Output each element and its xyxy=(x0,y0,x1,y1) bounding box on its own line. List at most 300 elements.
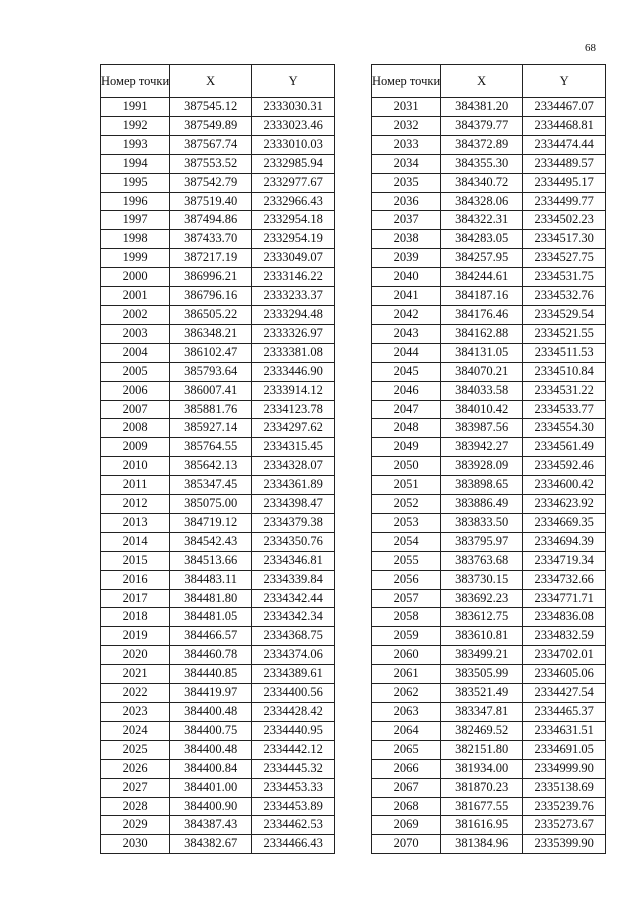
table-row xyxy=(101,835,335,854)
cell-x: 384131.05 xyxy=(441,343,523,362)
table-header-row xyxy=(101,65,335,98)
cell-y: 2334297.62 xyxy=(252,419,335,438)
cell-y: 2334532.76 xyxy=(523,287,606,306)
cell-y: 2335239.76 xyxy=(523,797,606,816)
cell-y: 2334517.30 xyxy=(523,230,606,249)
cell-x: 384513.66 xyxy=(170,551,252,570)
cell-y: 2332966.43 xyxy=(252,192,335,211)
table-row xyxy=(372,268,606,287)
cell-x: 383898.65 xyxy=(441,476,523,495)
cell-point-number: 2013 xyxy=(101,513,170,532)
cell-x: 386996.21 xyxy=(170,268,252,287)
cell-x: 384257.95 xyxy=(441,249,523,268)
cell-x: 383692.23 xyxy=(441,589,523,608)
cell-point-number: 1992 xyxy=(101,116,170,135)
cell-y: 2334389.61 xyxy=(252,665,335,684)
cell-point-number: 2050 xyxy=(372,457,441,476)
cell-point-number: 2022 xyxy=(101,684,170,703)
cell-y: 2335273.67 xyxy=(523,816,606,835)
table-row xyxy=(101,98,335,117)
cell-point-number: 2031 xyxy=(372,98,441,117)
cell-y: 2334123.78 xyxy=(252,400,335,419)
table-row xyxy=(372,305,606,324)
table-row xyxy=(372,192,606,211)
cell-x: 383987.56 xyxy=(441,419,523,438)
cell-x: 386348.21 xyxy=(170,324,252,343)
cell-point-number: 2001 xyxy=(101,287,170,306)
table-row xyxy=(101,116,335,135)
cell-y: 2334428.42 xyxy=(252,703,335,722)
column-header-point-number: Номер точки xyxy=(372,65,441,98)
table-row xyxy=(101,287,335,306)
table-row xyxy=(372,646,606,665)
cell-x: 384070.21 xyxy=(441,362,523,381)
cell-y: 2334453.89 xyxy=(252,797,335,816)
page-number: 68 xyxy=(585,42,596,54)
table-row xyxy=(372,173,606,192)
cell-x: 387433.70 xyxy=(170,230,252,249)
table-row xyxy=(372,608,606,627)
cell-point-number: 2025 xyxy=(101,740,170,759)
table-row xyxy=(372,362,606,381)
cell-y: 2334440.95 xyxy=(252,721,335,740)
cell-point-number: 2051 xyxy=(372,476,441,495)
cell-point-number: 2053 xyxy=(372,513,441,532)
cell-y: 2334489.57 xyxy=(523,154,606,173)
cell-y: 2334527.75 xyxy=(523,249,606,268)
cell-point-number: 2000 xyxy=(101,268,170,287)
cell-y: 2334691.05 xyxy=(523,740,606,759)
cell-y: 2333030.31 xyxy=(252,98,335,117)
cell-y: 2334719.34 xyxy=(523,551,606,570)
cell-y: 2334631.51 xyxy=(523,721,606,740)
cell-y: 2333023.46 xyxy=(252,116,335,135)
table-row xyxy=(372,589,606,608)
cell-x: 384400.75 xyxy=(170,721,252,740)
cell-y: 2333914.12 xyxy=(252,381,335,400)
table-row xyxy=(101,476,335,495)
cell-point-number: 2004 xyxy=(101,343,170,362)
table-row xyxy=(101,381,335,400)
cell-point-number: 2042 xyxy=(372,305,441,324)
cell-y: 2334467.07 xyxy=(523,98,606,117)
cell-y: 2333326.97 xyxy=(252,324,335,343)
cell-point-number: 2067 xyxy=(372,778,441,797)
table-row xyxy=(372,740,606,759)
cell-y: 2334374.06 xyxy=(252,646,335,665)
cell-point-number: 1997 xyxy=(101,211,170,230)
cell-point-number: 2021 xyxy=(101,665,170,684)
cell-point-number: 2035 xyxy=(372,173,441,192)
table-row xyxy=(101,192,335,211)
table-row xyxy=(372,98,606,117)
cell-y: 2334495.17 xyxy=(523,173,606,192)
table-row xyxy=(101,608,335,627)
cell-x: 383347.81 xyxy=(441,703,523,722)
table-row xyxy=(372,835,606,854)
table-row xyxy=(101,721,335,740)
table-row xyxy=(101,797,335,816)
cell-point-number: 2065 xyxy=(372,740,441,759)
cell-y: 2334561.49 xyxy=(523,438,606,457)
cell-x: 385347.45 xyxy=(170,476,252,495)
cell-y: 2334605.06 xyxy=(523,665,606,684)
cell-y: 2334342.44 xyxy=(252,589,335,608)
cell-x: 384328.06 xyxy=(441,192,523,211)
cell-point-number: 2037 xyxy=(372,211,441,230)
cell-point-number: 1995 xyxy=(101,173,170,192)
cell-x: 387217.19 xyxy=(170,249,252,268)
cell-y: 2334466.43 xyxy=(252,835,335,854)
cell-y: 2333146.22 xyxy=(252,268,335,287)
cell-x: 384379.77 xyxy=(441,116,523,135)
cell-x: 381934.00 xyxy=(441,759,523,778)
cell-x: 383499.21 xyxy=(441,646,523,665)
cell-y: 2333010.03 xyxy=(252,135,335,154)
cell-x: 383942.27 xyxy=(441,438,523,457)
table-row xyxy=(101,532,335,551)
table-row xyxy=(101,268,335,287)
cell-point-number: 2040 xyxy=(372,268,441,287)
cell-point-number: 2008 xyxy=(101,419,170,438)
cell-y: 2333233.37 xyxy=(252,287,335,306)
cell-x: 384719.12 xyxy=(170,513,252,532)
table-row xyxy=(101,778,335,797)
table-row xyxy=(372,513,606,532)
table-row xyxy=(372,211,606,230)
table-row xyxy=(372,135,606,154)
cell-y: 2334427.54 xyxy=(523,684,606,703)
cell-y: 2334533.77 xyxy=(523,400,606,419)
table-header-row xyxy=(372,65,606,98)
cell-y: 2333049.07 xyxy=(252,249,335,268)
cell-x: 384187.16 xyxy=(441,287,523,306)
cell-y: 2334836.08 xyxy=(523,608,606,627)
cell-point-number: 2045 xyxy=(372,362,441,381)
cell-point-number: 2052 xyxy=(372,495,441,514)
cell-point-number: 2062 xyxy=(372,684,441,703)
table-row xyxy=(372,249,606,268)
cell-y: 2334453.33 xyxy=(252,778,335,797)
cell-y: 2332954.18 xyxy=(252,211,335,230)
cell-x: 386505.22 xyxy=(170,305,252,324)
table-row xyxy=(101,740,335,759)
cell-x: 387549.89 xyxy=(170,116,252,135)
cell-x: 384400.90 xyxy=(170,797,252,816)
cell-point-number: 2047 xyxy=(372,400,441,419)
cell-point-number: 2019 xyxy=(101,627,170,646)
table-row xyxy=(101,249,335,268)
cell-y: 2334342.34 xyxy=(252,608,335,627)
cell-y: 2334339.84 xyxy=(252,570,335,589)
table-row xyxy=(101,457,335,476)
cell-point-number: 2026 xyxy=(101,759,170,778)
cell-x: 384483.11 xyxy=(170,570,252,589)
table-row xyxy=(372,154,606,173)
cell-y: 2334328.07 xyxy=(252,457,335,476)
cell-x: 386007.41 xyxy=(170,381,252,400)
cell-x: 384401.00 xyxy=(170,778,252,797)
cell-x: 385881.76 xyxy=(170,400,252,419)
table-row xyxy=(101,816,335,835)
table-row xyxy=(101,135,335,154)
cell-y: 2334368.75 xyxy=(252,627,335,646)
table-row xyxy=(372,759,606,778)
table-row xyxy=(101,400,335,419)
table-row xyxy=(372,116,606,135)
cell-x: 383886.49 xyxy=(441,495,523,514)
cell-point-number: 2038 xyxy=(372,230,441,249)
cell-point-number: 2055 xyxy=(372,551,441,570)
cell-point-number: 2024 xyxy=(101,721,170,740)
cell-x: 383730.15 xyxy=(441,570,523,589)
cell-x: 384176.46 xyxy=(441,305,523,324)
cell-x: 384244.61 xyxy=(441,268,523,287)
cell-point-number: 2036 xyxy=(372,192,441,211)
table-row xyxy=(101,343,335,362)
cell-x: 381677.55 xyxy=(441,797,523,816)
cell-y: 2334511.53 xyxy=(523,343,606,362)
cell-y: 2334502.23 xyxy=(523,211,606,230)
table-row xyxy=(372,381,606,400)
cell-x: 384382.67 xyxy=(170,835,252,854)
table-row xyxy=(372,627,606,646)
column-header-y: Y xyxy=(523,65,606,98)
cell-point-number: 2033 xyxy=(372,135,441,154)
column-header-x: X xyxy=(441,65,523,98)
coordinates-table-right xyxy=(371,64,606,854)
cell-x: 387567.74 xyxy=(170,135,252,154)
table-row xyxy=(372,551,606,570)
column-header-y: Y xyxy=(252,65,335,98)
cell-point-number: 1999 xyxy=(101,249,170,268)
cell-point-number: 2006 xyxy=(101,381,170,400)
cell-y: 2334350.76 xyxy=(252,532,335,551)
cell-point-number: 1991 xyxy=(101,98,170,117)
cell-point-number: 2003 xyxy=(101,324,170,343)
table-body-left xyxy=(101,98,335,854)
cell-point-number: 2070 xyxy=(372,835,441,854)
cell-point-number: 2046 xyxy=(372,381,441,400)
cell-x: 385764.55 xyxy=(170,438,252,457)
cell-x: 381616.95 xyxy=(441,816,523,835)
cell-x: 385075.00 xyxy=(170,495,252,514)
cell-x: 384400.84 xyxy=(170,759,252,778)
cell-point-number: 2064 xyxy=(372,721,441,740)
cell-x: 384400.48 xyxy=(170,703,252,722)
cell-point-number: 2018 xyxy=(101,608,170,627)
cell-point-number: 1996 xyxy=(101,192,170,211)
cell-y: 2334398.47 xyxy=(252,495,335,514)
table-row xyxy=(372,570,606,589)
cell-x: 383521.49 xyxy=(441,684,523,703)
cell-x: 387545.12 xyxy=(170,98,252,117)
table-row xyxy=(372,532,606,551)
table-row xyxy=(101,759,335,778)
cell-x: 383610.81 xyxy=(441,627,523,646)
cell-point-number: 1998 xyxy=(101,230,170,249)
cell-y: 2334445.32 xyxy=(252,759,335,778)
table-row xyxy=(101,570,335,589)
cell-point-number: 2049 xyxy=(372,438,441,457)
cell-point-number: 2028 xyxy=(101,797,170,816)
cell-point-number: 2009 xyxy=(101,438,170,457)
cell-point-number: 2029 xyxy=(101,816,170,835)
cell-point-number: 2023 xyxy=(101,703,170,722)
cell-x: 387519.40 xyxy=(170,192,252,211)
table-row xyxy=(101,589,335,608)
table-row xyxy=(372,665,606,684)
cell-x: 387542.79 xyxy=(170,173,252,192)
cell-y: 2334379.38 xyxy=(252,513,335,532)
table-row xyxy=(372,324,606,343)
cell-x: 384340.72 xyxy=(441,173,523,192)
cell-x: 384400.48 xyxy=(170,740,252,759)
cell-x: 385793.64 xyxy=(170,362,252,381)
cell-point-number: 2044 xyxy=(372,343,441,362)
cell-point-number: 2066 xyxy=(372,759,441,778)
cell-point-number: 2057 xyxy=(372,589,441,608)
cell-point-number: 2043 xyxy=(372,324,441,343)
table-row xyxy=(372,816,606,835)
cell-y: 2334771.71 xyxy=(523,589,606,608)
cell-point-number: 1994 xyxy=(101,154,170,173)
cell-y: 2334694.39 xyxy=(523,532,606,551)
cell-x: 384010.42 xyxy=(441,400,523,419)
cell-x: 384322.31 xyxy=(441,211,523,230)
cell-point-number: 2069 xyxy=(372,816,441,835)
cell-point-number: 2039 xyxy=(372,249,441,268)
coordinates-table-left xyxy=(100,64,335,854)
cell-point-number: 2027 xyxy=(101,778,170,797)
cell-y: 2334400.56 xyxy=(252,684,335,703)
cell-point-number: 2060 xyxy=(372,646,441,665)
table-row xyxy=(372,721,606,740)
table-row xyxy=(101,211,335,230)
cell-x: 386796.16 xyxy=(170,287,252,306)
cell-y: 2334999.90 xyxy=(523,759,606,778)
cell-y: 2334554.30 xyxy=(523,419,606,438)
cell-x: 384419.97 xyxy=(170,684,252,703)
cell-point-number: 2016 xyxy=(101,570,170,589)
cell-y: 2335399.90 xyxy=(523,835,606,854)
cell-y: 2334315.45 xyxy=(252,438,335,457)
cell-point-number: 2048 xyxy=(372,419,441,438)
cell-point-number: 1993 xyxy=(101,135,170,154)
cell-x: 387494.86 xyxy=(170,211,252,230)
cell-y: 2334531.75 xyxy=(523,268,606,287)
table-row xyxy=(372,797,606,816)
cell-x: 383505.99 xyxy=(441,665,523,684)
cell-y: 2334592.46 xyxy=(523,457,606,476)
cell-y: 2334531.22 xyxy=(523,381,606,400)
cell-x: 385642.13 xyxy=(170,457,252,476)
cell-x: 383763.68 xyxy=(441,551,523,570)
cell-x: 382151.80 xyxy=(441,740,523,759)
table-row xyxy=(372,684,606,703)
cell-point-number: 2002 xyxy=(101,305,170,324)
cell-point-number: 2061 xyxy=(372,665,441,684)
cell-x: 384033.58 xyxy=(441,381,523,400)
cell-x: 383795.97 xyxy=(441,532,523,551)
table-row xyxy=(372,703,606,722)
cell-x: 383928.09 xyxy=(441,457,523,476)
table-row xyxy=(372,343,606,362)
table-row xyxy=(372,287,606,306)
table-row xyxy=(372,457,606,476)
cell-x: 381870.23 xyxy=(441,778,523,797)
table-row xyxy=(101,513,335,532)
cell-point-number: 2034 xyxy=(372,154,441,173)
cell-point-number: 2010 xyxy=(101,457,170,476)
cell-point-number: 2068 xyxy=(372,797,441,816)
cell-y: 2334442.12 xyxy=(252,740,335,759)
cell-y: 2334499.77 xyxy=(523,192,606,211)
table-row xyxy=(101,627,335,646)
cell-y: 2335138.69 xyxy=(523,778,606,797)
table-row xyxy=(372,778,606,797)
cell-x: 383833.50 xyxy=(441,513,523,532)
cell-y: 2334510.84 xyxy=(523,362,606,381)
cell-y: 2334832.59 xyxy=(523,627,606,646)
table-row xyxy=(101,230,335,249)
column-header-point-number: Номер точки xyxy=(101,65,170,98)
cell-point-number: 2056 xyxy=(372,570,441,589)
cell-y: 2333446.90 xyxy=(252,362,335,381)
cell-x: 383612.75 xyxy=(441,608,523,627)
cell-y: 2334732.66 xyxy=(523,570,606,589)
cell-y: 2334474.44 xyxy=(523,135,606,154)
cell-point-number: 2007 xyxy=(101,400,170,419)
cell-y: 2334529.54 xyxy=(523,305,606,324)
cell-y: 2334468.81 xyxy=(523,116,606,135)
cell-y: 2332985.94 xyxy=(252,154,335,173)
table-row xyxy=(101,646,335,665)
cell-y: 2334521.55 xyxy=(523,324,606,343)
table-body-right xyxy=(372,98,606,854)
cell-point-number: 2012 xyxy=(101,495,170,514)
cell-y: 2334346.81 xyxy=(252,551,335,570)
table-row xyxy=(101,438,335,457)
cell-y: 2334361.89 xyxy=(252,476,335,495)
cell-y: 2334462.53 xyxy=(252,816,335,835)
cell-x: 384481.80 xyxy=(170,589,252,608)
cell-point-number: 2014 xyxy=(101,532,170,551)
cell-y: 2334702.01 xyxy=(523,646,606,665)
cell-x: 384162.88 xyxy=(441,324,523,343)
cell-point-number: 2059 xyxy=(372,627,441,646)
cell-point-number: 2020 xyxy=(101,646,170,665)
cell-x: 384466.57 xyxy=(170,627,252,646)
cell-x: 384387.43 xyxy=(170,816,252,835)
cell-y: 2333294.48 xyxy=(252,305,335,324)
cell-y: 2332977.67 xyxy=(252,173,335,192)
cell-x: 381384.96 xyxy=(441,835,523,854)
cell-point-number: 2054 xyxy=(372,532,441,551)
column-header-x: X xyxy=(170,65,252,98)
cell-point-number: 2011 xyxy=(101,476,170,495)
cell-x: 384381.20 xyxy=(441,98,523,117)
cell-x: 382469.52 xyxy=(441,721,523,740)
table-row xyxy=(101,419,335,438)
table-row xyxy=(372,400,606,419)
cell-point-number: 2030 xyxy=(101,835,170,854)
table-row xyxy=(101,324,335,343)
cell-point-number: 2032 xyxy=(372,116,441,135)
table-row xyxy=(101,362,335,381)
cell-x: 384355.30 xyxy=(441,154,523,173)
table-row xyxy=(101,703,335,722)
